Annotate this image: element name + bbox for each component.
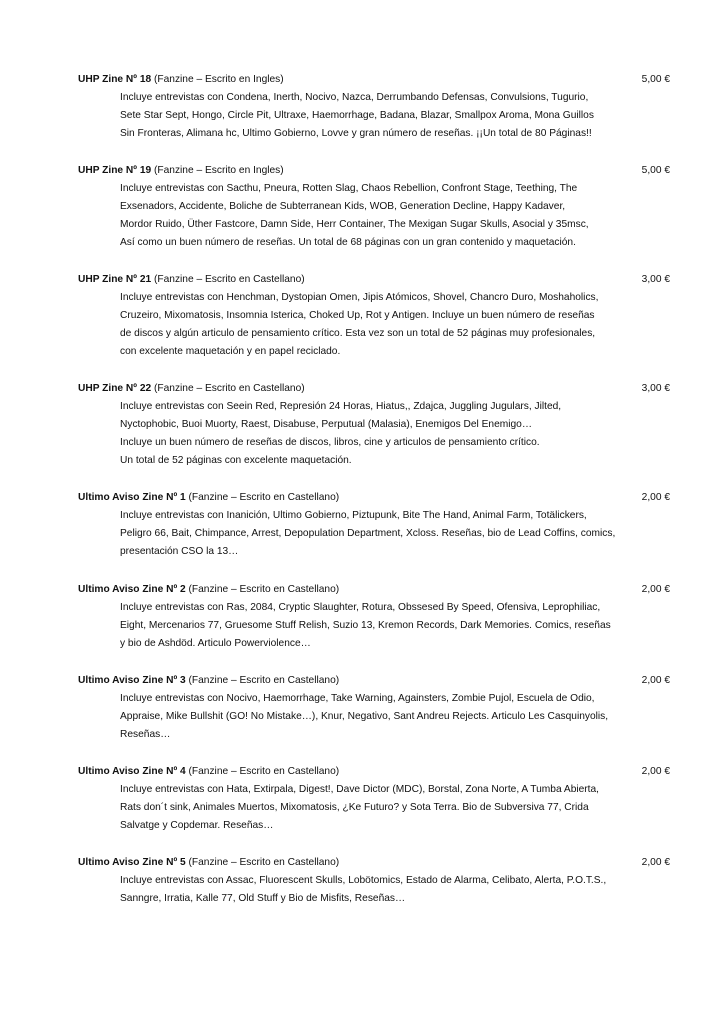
- entry-description-line: Sin Fronteras, Alimana hc, Ultimo Gobierno, Lovve y gran número de reseñas. ¡¡Un total de 80 Páginas!!: [120, 128, 592, 139]
- entry-title: Ultimo Aviso Zine Nº 2: [78, 584, 186, 595]
- entry-title: Ultimo Aviso Zine Nº 4: [78, 766, 186, 777]
- entry-title: UHP Zine Nº 21: [78, 274, 152, 285]
- entry-description-line: Nyctophobic, Buoi Muorty, Raest, Disabuse, Perputual (Malasia), Enemigos Del Enemigo…: [120, 419, 533, 430]
- catalog-entry: [78, 854, 670, 908]
- entry-price: 5,00 €: [641, 165, 670, 176]
- entry-description-line: Incluye entrevistas con Condena, Inerth, Nocivo, Nazca, Derrumbando Defensas, Convulsions, Tugurio,: [120, 92, 589, 103]
- entry-description-line: presentación CSO la 13…: [120, 546, 239, 557]
- entry-format: (Fanzine – Escrito en Castellano): [185, 766, 340, 777]
- entry-description-line: Así como un buen número de reseñas. Un total de 68 páginas con un gran contenido y maquetación.: [120, 237, 576, 248]
- entry-format: (Fanzine – Escrito en Castellano): [185, 492, 340, 503]
- entry-header: [78, 489, 670, 507]
- entry-description-line: y bio de Ashdöd. Articulo Powerviolence…: [120, 638, 311, 649]
- entry-price: 2,00 €: [641, 766, 670, 777]
- entry-description-line: Appraise, Mike Bullshit (GO! No Mistake…), Knur, Negativo, Sant Andreu Rejects. Articulo Les Casquinyolis,: [120, 711, 609, 722]
- entry-description-line: Peligro 66, Bait, Chimpance, Arrest, Depopulation Department, Xcloss. Reseñas, bio de Lead Coffins, comics,: [120, 528, 616, 539]
- entry-header: [78, 854, 670, 872]
- entry-description-line: Incluye entrevistas con Seein Red, Represión 24 Horas, Hiatus,, Zdajca, Juggling Jugulars, Jilted,: [120, 401, 562, 412]
- entry-description-line: Exsenadors, Accidente, Boliche de Subterranean Kids, WOB, Generation Decline, Happy Kadaver,: [120, 201, 566, 212]
- entry-format: (Fanzine – Escrito en Castellano): [151, 274, 305, 285]
- entry-price: 2,00 €: [641, 492, 670, 503]
- entry-header: [78, 271, 670, 289]
- entry-price: 3,00 €: [641, 274, 670, 285]
- catalog-entry: [78, 71, 670, 143]
- entry-title: Ultimo Aviso Zine Nº 5: [78, 857, 186, 868]
- catalog-entry: [78, 763, 670, 835]
- entry-description-line: Sete Star Sept, Hongo, Circle Pit, Ultraxe, Haemorrhage, Badana, Blazar, Smallpox Aroma, Mona Guillos: [120, 110, 594, 121]
- entry-header: [78, 380, 670, 398]
- entry-title: Ultimo Aviso Zine Nº 3: [78, 675, 186, 686]
- entry-description-line: Incluye entrevistas con Inanición, Ultimo Gobierno, Piztupunk, Bite The Hand, Animal Farm, Totälickers,: [120, 510, 587, 521]
- catalog-entry: [78, 489, 670, 561]
- entry-price: 2,00 €: [641, 584, 670, 595]
- entry-description-line: Rats don´t sink, Animales Muertos, Mixomatosis, ¿Ke Futuro? y Sota Terra. Bio de Subversiva 77, Crida: [120, 802, 589, 813]
- entry-description-line: Incluye entrevistas con Hata, Extirpala, Digest!, Dave Dictor (MDC), Borstal, Zona Norte, A Tumba Abierta,: [120, 784, 600, 795]
- entry-description-line: Incluye un buen número de reseñas de discos, libros, cine y articulos de pensamiento crítico.: [120, 437, 540, 448]
- catalog-entry: [78, 271, 670, 361]
- entry-description-line: Mordor Ruido, Üther Fastcore, Damn Side, Herr Container, The Mexigan Sugar Skulls, Asocial y 35msc,: [120, 219, 589, 230]
- entry-price: 3,00 €: [641, 383, 670, 394]
- entry-description-line: Cruzeiro, Mixomatosis, Insomnia Isterica, Choked Up, Rot y Antigen. Incluye un buen número de reseñas: [120, 310, 595, 321]
- entry-description-line: Reseñas…: [120, 729, 171, 740]
- entry-description-line: Incluye entrevistas con Henchman, Dystopian Omen, Jipis Atómicos, Shovel, Chancro Duro, Moshaholics,: [120, 292, 599, 303]
- entry-description-line: Incluye entrevistas con Assac, Fluorescent Skulls, Lobötomics, Estado de Alarma, Celibato, Alerta, P.O.T.S.,: [120, 875, 607, 886]
- entry-description-line: de discos y algún articulo de pensamiento crítico. Esta vez son un total de 52 páginas muy profesionales,: [120, 328, 596, 339]
- entry-description-line: Sanngre, Irratia, Kalle 77, Old Stuff y Bio de Misfits, Reseñas…: [120, 893, 406, 904]
- entry-description-line: Incluye entrevistas con Sacthu, Pneura, Rotten Slag, Chaos Rebellion, Confront Stage, Teething, The: [120, 183, 578, 194]
- entry-description-line: Eight, Mercenarios 77, Gruesome Stuff Relish, Suzio 13, Kremon Records, Dark Memories. Comics, reseñas: [120, 620, 611, 631]
- entry-format: (Fanzine – Escrito en Castellano): [185, 857, 340, 868]
- entry-header: [78, 162, 670, 180]
- entry-header: [78, 71, 670, 89]
- catalog-entry: [78, 581, 670, 653]
- entry-format: (Fanzine – Escrito en Castellano): [185, 675, 340, 686]
- entry-format: (Fanzine – Escrito en Castellano): [151, 383, 305, 394]
- entry-title: UHP Zine Nº 22: [78, 383, 152, 394]
- entry-format: (Fanzine – Escrito en Ingles): [151, 165, 284, 176]
- entry-price: 2,00 €: [641, 857, 670, 868]
- entry-description-line: Incluye entrevistas con Nocivo, Haemorrhage, Take Warning, Againsters, Zombie Pujol, Escuela de Odio,: [120, 693, 595, 704]
- entry-title: UHP Zine Nº 18: [78, 74, 152, 85]
- entry-title: Ultimo Aviso Zine Nº 1: [78, 492, 186, 503]
- entry-format: (Fanzine – Escrito en Castellano): [185, 584, 340, 595]
- entry-header: [78, 581, 670, 599]
- entry-format: (Fanzine – Escrito en Ingles): [151, 74, 284, 85]
- entry-description-line: Incluye entrevistas con Ras, 2084, Cryptic Slaughter, Rotura, Obssesed By Speed, Ofensiva, Leprophiliac,: [120, 602, 601, 613]
- entry-price: 2,00 €: [641, 675, 670, 686]
- catalog-entry: [78, 380, 670, 470]
- entry-title: UHP Zine Nº 19: [78, 165, 152, 176]
- entry-price: 5,00 €: [641, 74, 670, 85]
- catalog-entry: [78, 162, 670, 252]
- entry-header: [78, 763, 670, 781]
- entry-description-line: Salvatge y Copdemar. Reseñas…: [120, 820, 274, 831]
- catalog-entry: [78, 672, 670, 744]
- entry-description-line: Un total de 52 páginas con excelente maquetación.: [120, 455, 352, 466]
- entry-header: [78, 672, 670, 690]
- entry-description-line: con excelente maquetación y en papel reciclado.: [120, 346, 341, 357]
